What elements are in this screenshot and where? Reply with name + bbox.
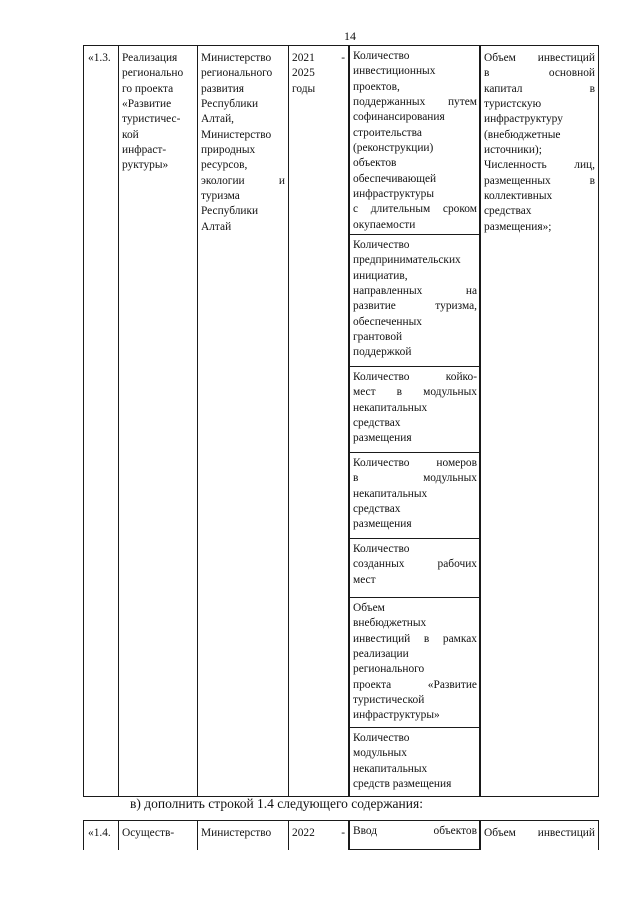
cell-line: некапитальных: [353, 487, 428, 500]
cell-line: регионально: [122, 67, 184, 80]
cell-line: 2021 -: [292, 52, 345, 64]
results-cell: Объем инвестиций: [484, 827, 595, 839]
cell-line: созданных рабочих: [353, 558, 477, 571]
cell-line: размещенных в: [484, 174, 595, 187]
cell-line: грантовой: [353, 331, 403, 344]
cell-line: в модульных: [353, 472, 477, 485]
cell-line: Количество: [353, 543, 410, 555]
cell-line: внебюджетных: [353, 617, 427, 630]
cell-line: Объем инвестиций: [484, 52, 595, 64]
cell-line: средств размещения: [353, 778, 452, 791]
cell-line: инвестиционных: [353, 65, 436, 78]
period-cell: [288, 47, 348, 97]
cell-line: Количество койко-: [353, 371, 477, 383]
project-name-cell: [118, 47, 197, 174]
cell-line: Министерство: [201, 52, 272, 64]
cell-line: некапитальных: [353, 762, 428, 775]
cell-line: регионального: [201, 67, 273, 80]
executors-cell: Министерство: [201, 827, 272, 839]
cell-line: «1.3.: [88, 52, 111, 64]
cell-line: экологии и: [201, 174, 285, 187]
project-name-cell: Осуществ-: [122, 827, 175, 839]
page-number: 14: [344, 29, 356, 43]
results-cell: [480, 47, 598, 235]
cell-line: объектов: [353, 157, 397, 170]
cell-line: инфраст-: [122, 144, 167, 157]
cell-line: инфраструктуру: [484, 113, 563, 126]
indicator-cell: [349, 45, 480, 235]
cell-line: капитал в: [484, 82, 595, 95]
cell-line: в основной: [484, 67, 595, 80]
cell-line: развития: [201, 82, 245, 95]
period-cell: 2022 -: [292, 827, 345, 839]
cell-line: 2025: [292, 67, 315, 80]
col-border-right: [598, 45, 599, 797]
cell-line: Республики: [201, 205, 259, 218]
cell-line: инфраструктуры»: [353, 709, 440, 722]
cell-line: поддержкой: [353, 346, 412, 359]
cell-line: природных: [201, 144, 256, 157]
cell-line: Министерство: [201, 128, 272, 141]
cell-line: размещения»;: [484, 220, 552, 233]
cell-line: годы: [292, 82, 316, 95]
indicator-cell: [349, 366, 480, 453]
cell-line: туристической: [353, 694, 425, 707]
cell-line: инфраструктуры: [353, 188, 434, 201]
cell-line: кой: [122, 128, 139, 141]
cell-line: Количество: [353, 239, 410, 251]
cell-line: некапитальных: [353, 401, 428, 414]
indicator-cell: [349, 234, 480, 367]
cell-line: мест: [353, 573, 376, 586]
executors-cell: [197, 47, 288, 235]
indicator-cell: [349, 597, 480, 728]
cell-line: средствах: [484, 205, 532, 218]
cell-line: окупаемости: [353, 218, 416, 231]
cell-line: средствах: [353, 503, 401, 516]
cell-line: Республики: [201, 98, 259, 111]
cell-line: развитие туризма,: [353, 300, 477, 313]
indicator-cell: [349, 727, 480, 797]
row-code-cell: [84, 47, 118, 66]
cell-line: софинансирования: [353, 111, 445, 124]
indicator-cell: Ввод объектов: [349, 820, 480, 850]
cell-line: Алтай: [201, 220, 232, 233]
cell-line: (внебюджетные: [484, 128, 561, 141]
cell-line: «Развитие: [122, 98, 172, 111]
cell-line: поддержанных путем: [353, 96, 477, 109]
cell-line: размещения: [353, 432, 412, 445]
cell-line: туризма: [201, 190, 240, 203]
indicator-cell: [349, 538, 480, 598]
cell-line: инвестиций в рамках: [353, 632, 477, 645]
cell-line: проекта «Развитие: [353, 678, 477, 691]
cell-line: Количество номеров: [353, 457, 477, 469]
col-border-3: [288, 45, 289, 797]
cell-line: строительства: [353, 126, 422, 139]
cell-line: ресурсов,: [201, 159, 248, 172]
cell-line: с длительным сроком: [353, 203, 477, 216]
col-border-right: [598, 820, 599, 850]
table-top-border: [83, 45, 599, 46]
cell-line: обеспечивающей: [353, 172, 437, 185]
cell-line: инициатив,: [353, 269, 408, 282]
cell-line: туристскую: [484, 98, 542, 111]
col-border-left: [83, 45, 84, 797]
indicator-cell: [349, 452, 480, 539]
cell-line: направленных на: [353, 285, 477, 298]
cell-line: Объем: [353, 602, 385, 614]
cell-line: Численность лиц,: [484, 159, 595, 172]
cell-line: обеспеченных: [353, 315, 422, 328]
cell-line: регионального: [353, 663, 425, 676]
cell-line: (реконструкции): [353, 142, 434, 155]
cell-line: средствах: [353, 417, 401, 430]
cell-line: предпринимательских: [353, 254, 461, 267]
cell-line: модульных: [353, 747, 407, 760]
cell-line: Реализация: [122, 52, 178, 64]
cell-line: размещения: [353, 518, 412, 531]
table-top-border: [83, 820, 599, 821]
cell-line: мест в модульных: [353, 386, 477, 399]
cell-line: го проекта: [122, 82, 174, 95]
cell-line: источники);: [484, 144, 542, 157]
cell-line: Количество: [353, 50, 410, 62]
cell-line: Количество: [353, 732, 410, 744]
cell-line: туристичес-: [122, 113, 181, 126]
cell-line: проектов,: [353, 80, 400, 93]
cell-line: реализации: [353, 648, 409, 661]
cell-line: Алтай,: [201, 113, 235, 126]
cell-line: руктуры»: [122, 159, 169, 172]
cell-line: коллективных: [484, 190, 553, 203]
row-code-cell: «1.4.: [88, 827, 111, 839]
amendment-note: в) дополнить строкой 1.4 следующего содержания:: [130, 796, 423, 811]
